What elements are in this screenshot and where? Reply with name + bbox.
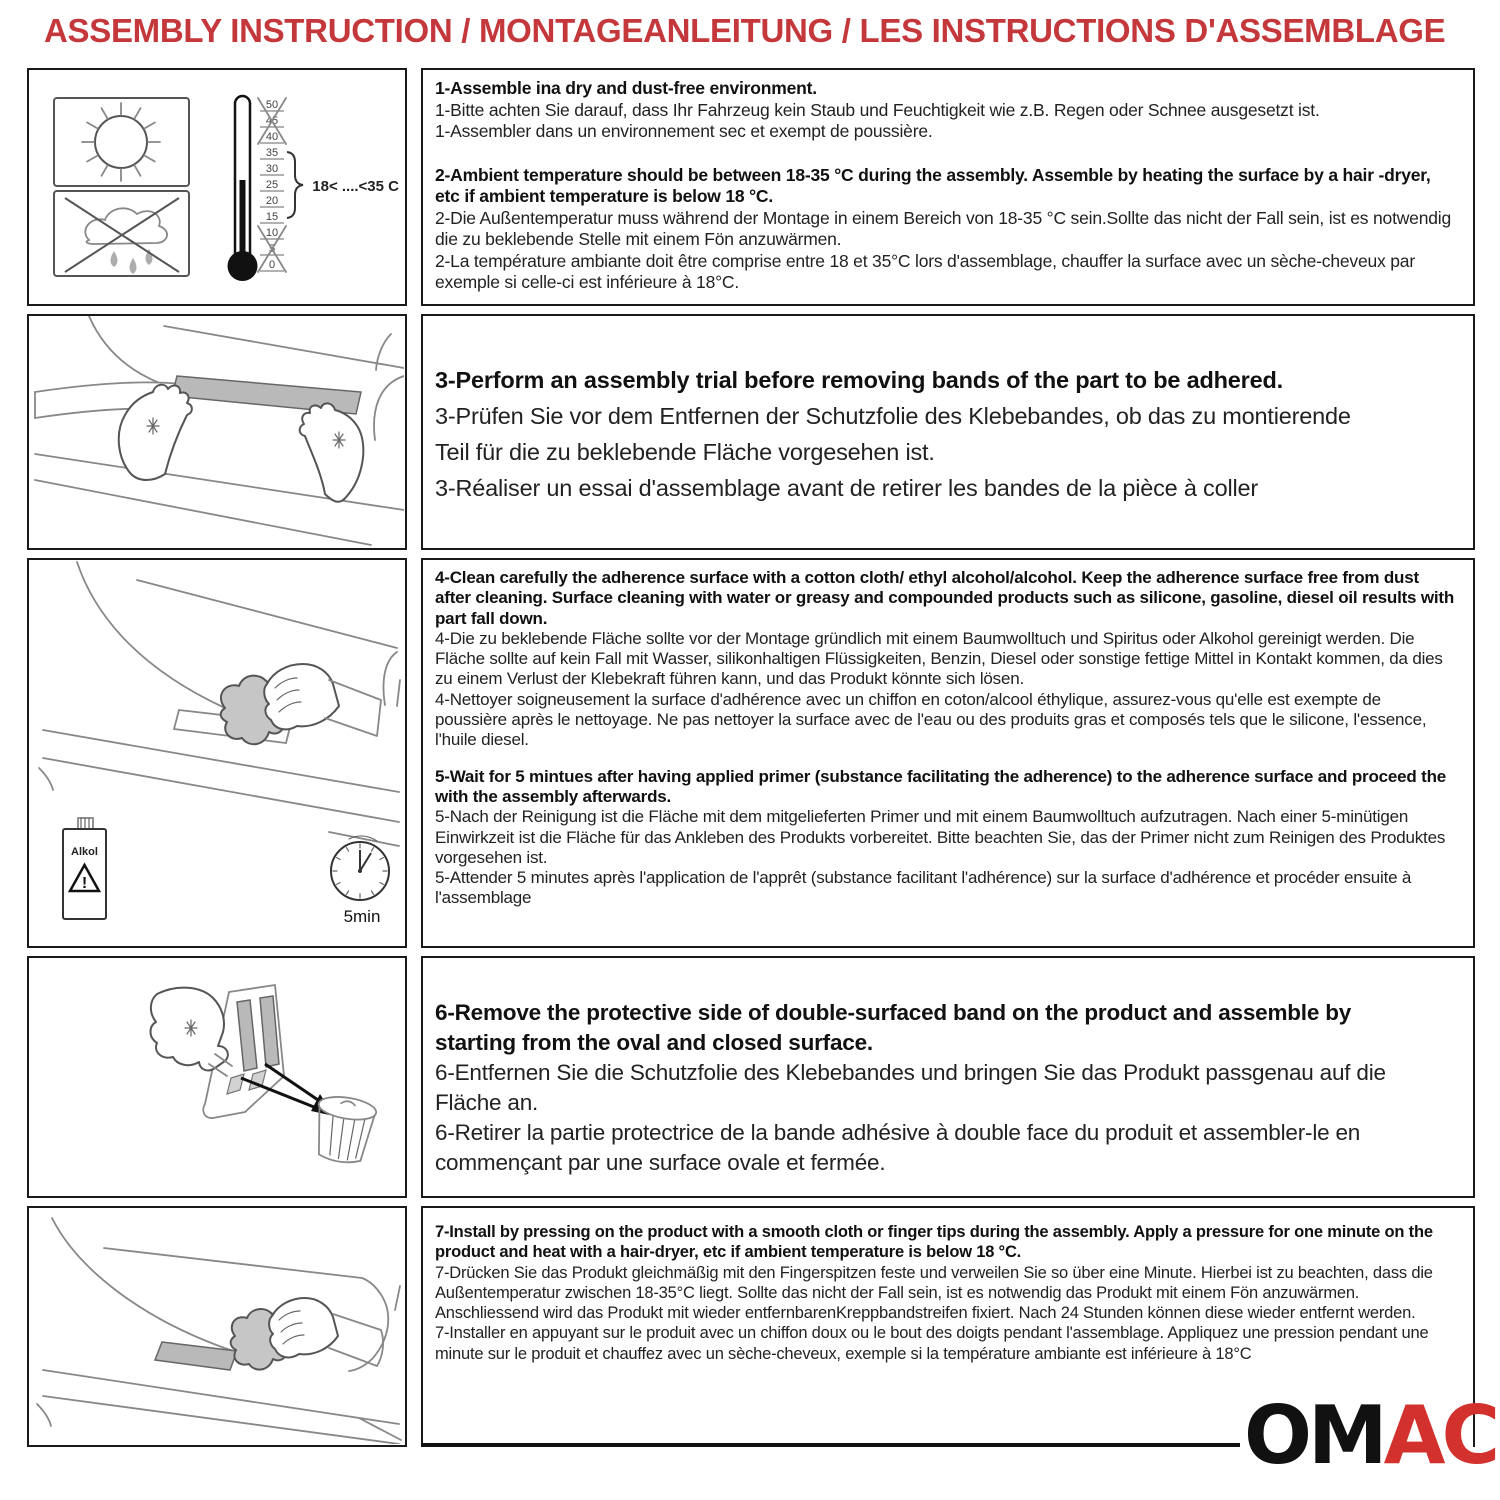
step-5-paragraph (435, 767, 1455, 909)
step5-fr: 5-Attender 5 minutes après l'application de l'apprêt (substance facilitant l'adhérence) sur la surface d'adhérence et procéder ensuite à l'assemblage (435, 868, 1412, 908)
step5-de: 5-Nach der Reinigung ist die Fläche mit dem mitgelieferten Primer und mit einem Baumwolltuch aufzutragen. Nach einer 5-minütigen Einwirkzeit ist die Fläche für das Ankleben des Produkts vorbereitet. Bitte beachten Sie, das der Primer nicht zum Reinigen des Produktes vorgesehen ist. (435, 807, 1446, 867)
step-7-paragraph (435, 1222, 1455, 1364)
step1-de: 1-Bitte achten Sie darauf, dass Ihr Fahrzeug kein Staub und Feuchtigkeit wie z.B. Regen oder Schnee ausgesetzt ist. (435, 99, 1320, 120)
bottle-label: Alkol (71, 846, 98, 858)
installed-trim-strip (155, 1342, 237, 1370)
step7-de: 7-Drücken Sie das Produkt gleichmäßig mit den Fingerspitzen feste und verweilen Sie so über eine Minute. Hierbei ist zu beachten, dass die Außentemperatur zwischen 18-35°C liegt. Sollte das nicht der Fall sein, ist es notwendig das Produkt mit einem Fön anzuwärmen. Anschliessend wird das Produkt mit wieder entfernbarenKreppbandstreifen fixiert. Nach 24 Stunden können diese wieder entfernt werden. (435, 1263, 1433, 1323)
alcohol-bottle-icon (63, 818, 106, 919)
illustration-remove-band (27, 956, 407, 1198)
step-2-paragraph (435, 165, 1455, 294)
peeling-hand-icon (151, 988, 233, 1076)
car-door-sill-drawing (37, 1218, 401, 1444)
step7-fr: 7-Installer en appuyant sur le produit avec un chiffon doux ou le bout des doigts pendant l'assemblage. Appliquez une pression pendant une minute sur le produit et chauffez avec un sèche-cheveux, exemple si la température ambiante est inférieure à 18°C (435, 1324, 1429, 1363)
svg-text:10: 10 (265, 227, 279, 239)
step6-fr: 6-Retirer la partie protectrice de la bande adhésive à double face du produit et assembler-le en commençant par une surface ovale et fermée. (435, 1120, 1361, 1175)
step5-en: 5-Wait for 5 mintues after having applied primer (substance facilitating the adherence) to the adherence surface and proceed the with the assembly afterwards. (435, 766, 1447, 806)
step-4-paragraph (435, 568, 1455, 751)
no-rain-icon (54, 191, 189, 276)
step4-de: 4-Die zu beklebende Fläche sollte vor der Montage gründlich mit einem Baumwolltuch und Spiritus oder Alkohol gereinigt werden. Die Fläche sollte auf kein Fall mit Wasser, silikonhaltigen Flüssigkeiten, Benzin, Diesel oder sonstige fettige Mittel in Kontakt kommen, da dies zu einem Verlust der Klebekraft führen kann, und das Produkt könnte sich lösen. (435, 628, 1443, 689)
footer-divider (421, 1443, 1240, 1447)
svg-text:45: 45 (265, 115, 279, 127)
svg-text:0: 0 (268, 259, 276, 271)
step-3-paragraph (435, 362, 1355, 506)
svg-text:30: 30 (265, 163, 279, 175)
temperature-range-label: 18< ....<35 C (312, 178, 399, 195)
warning-exclamation: ! (81, 875, 88, 892)
right-hand-icon (300, 403, 364, 501)
svg-text:5: 5 (268, 243, 276, 255)
thermometer-scale (260, 99, 284, 271)
trash-can-icon (310, 1093, 377, 1166)
illustration-cleaning (27, 558, 407, 948)
svg-text:20: 20 (265, 195, 279, 207)
omac-logo-red-part: AC (1383, 1389, 1497, 1482)
instructions-step-1-2 (421, 68, 1475, 306)
step6-de: 6-Entfernen Sie die Schutzfolie des Klebebandes und bringen Sie das Produkt passgenau auf die Fläche an. (435, 1060, 1386, 1115)
step2-en: 2-Ambient temperature should be between 18-35 °C during the assembly. Assemble by heating the surface by a hair -dryer, etc if ambient temperature is below 18 °C. (435, 164, 1431, 206)
illustration-environment (27, 68, 407, 306)
step7-en: 7-Install by pressing on the product with a smooth cloth or finger tips during the assembly. Apply a pressure for one minute on the product and heat with a hair-dryer, etc if ambient temperature is below 18 °C. (435, 1223, 1433, 1262)
svg-text:25: 25 (265, 179, 279, 191)
svg-text:40: 40 (265, 131, 279, 143)
svg-text:15: 15 (265, 211, 279, 223)
step3-de: 3-Prüfen Sie vor dem Entfernen der Schutzfolie des Klebebandes, ob das zu montierende Teil für die zu beklebende Fläche vorgesehen ist. (435, 403, 1351, 465)
clock-duration-label: 5min (343, 907, 381, 926)
step3-en: 3-Perform an assembly trial before removing bands of the part to be adhered. (435, 367, 1283, 393)
instructions-step-4-5 (421, 558, 1475, 948)
step3-fr: 3-Réaliser un essai d'assemblage avant de retirer les bandes de la pièce à coller (435, 475, 1259, 501)
pressing-hand-icon (269, 1298, 383, 1366)
wiping-hand-icon (264, 664, 381, 736)
step2-fr: 2-La température ambiante doit être comprise entre 18 et 35°C lors d'assemblage, chauffer la surface avec un sèche-cheveux par exemple si celle-ci est inférieure à 18°C. (435, 250, 1415, 292)
page-title: ASSEMBLY INSTRUCTION / MONTAGEANLEITUNG / LES INSTRUCTIONS D'ASSEMBLAGE (44, 12, 1446, 49)
step4-en: 4-Clean carefully the adherence surface with a cotton cloth/ ethyl alcohol/alcohol. Keep the adherence surface free from dust after cleaning. Surface cleaning with water or greasy and compounded products such as silicone, gasoline, diesel oil results with part fall down. (435, 568, 1455, 628)
illustration-press-product (27, 1206, 407, 1447)
thermometer-icon (228, 96, 400, 281)
illustration-assembly-trial (27, 314, 407, 550)
sun-icon (54, 98, 189, 186)
step6-en: 6-Remove the protective side of double-surfaced band on the product and assemble by starting from the oval and closed surface. (435, 1000, 1352, 1055)
svg-text:50: 50 (265, 99, 279, 111)
step-1-paragraph (435, 78, 1455, 143)
step2-de: 2-Die Außentemperatur muss während der Montage in einem Bereich von 18-35 °C sein.Sollte das nicht der Fall sein, ist es notwendig die zu beklebende Stelle mit einem Fön anzuwärmen. (435, 207, 1451, 249)
step1-en: 1-Assemble ina dry and dust-free environment. (435, 78, 817, 98)
svg-text:35: 35 (265, 147, 279, 159)
car-door-sill-drawing (39, 562, 400, 846)
range-brace (287, 152, 303, 218)
omac-logo-black-part: OM (1244, 1389, 1384, 1482)
step4-fr: 4-Nettoyer soigneusement la surface d'adhérence avec un chiffon en coton/alcool éthylique, assurez-vous qu'elle est exempte de poussière après le nettoyage. Ne pas nettoyer la surface avec de l'eau ou des produits gras et composés tels que le silicone, l'essence, l'huile diesel. (435, 689, 1427, 750)
instructions-step-6 (421, 956, 1475, 1198)
omac-logo (1244, 1389, 1497, 1482)
step-6-paragraph (435, 998, 1435, 1178)
step1-fr: 1-Assembler dans un environnement sec et exempt de poussière. (435, 121, 933, 141)
clock-icon (331, 836, 389, 926)
instructions-step-3 (421, 314, 1475, 550)
